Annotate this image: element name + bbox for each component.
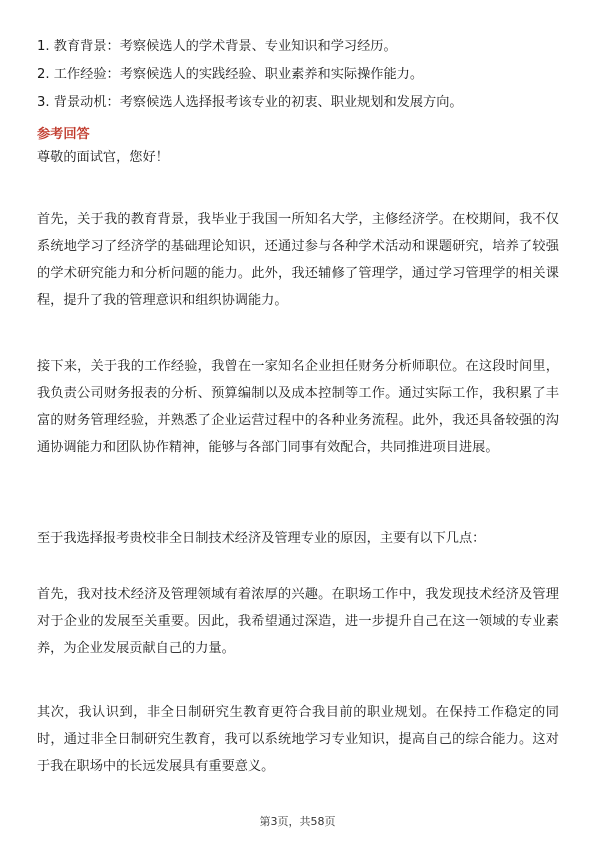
criteria-item-motivation: 3. 背景动机：考察候选人选择报考该专业的初衷、职业规划和发展方向。 xyxy=(37,95,463,110)
paragraph-reason-career-plan: 其次，我认识到，非全日制研究生教育更符合我目前的职业规划。在保持工作稳定的同时，通过非全日制研究生教育，我可以系统地学习专业知识，提高自己的综合能力。这对于我在职场中的长远发展具有重要意义。 xyxy=(37,705,559,774)
page-number-footer: 第3页，共58页 xyxy=(259,815,336,828)
paragraph-reasons-intro: 至于我选择报考贵校非全日制技术经济及管理专业的原因，主要有以下几点： xyxy=(37,531,486,546)
criteria-item-work-experience: 2. 工作经验：考察候选人的实践经验、职业素养和实际操作能力。 xyxy=(37,67,424,82)
criteria-item-education: 1. 教育背景：考察候选人的学术背景、专业知识和学习经历。 xyxy=(37,39,397,54)
paragraph-work-experience: 接下来，关于我的工作经验，我曾在一家知名企业担任财务分析师职位。在这段时间里，我负责公司财务报表的分析、预算编制以及成本控制等工作。通过实际工作，我积累了丰富的财务管理经验，并熟悉了企业运营过程中的各种业务流程。此外，我还具备较强的沟通协调能力和团队协作精神，能够与各部门同事有效配合，共同推进项目进展。 xyxy=(37,359,559,455)
reference-answer-heading: 参考回答 xyxy=(37,127,90,142)
evaluation-criteria-list xyxy=(37,33,463,117)
paragraph-education: 首先，关于我的教育背景，我毕业于我国一所知名大学，主修经济学。在校期间，我不仅系统地学习了经济学的基础理论知识，还通过参与各种学术活动和课题研究，培养了较强的学术研究能力和分析问题的能力。此外，我还辅修了管理学，通过学习管理学的相关课程，提升了我的管理意识和组织协调能力。 xyxy=(37,212,559,308)
paragraph-reason-interest: 首先，我对技术经济及管理领域有着浓厚的兴趣。在职场工作中，我发现技术经济及管理对于企业的发展至关重要。因此，我希望通过深造，进一步提升自己在这一领域的专业素养，为企业发展贡献自己的力量。 xyxy=(37,587,559,656)
greeting-line: 尊敬的面试官，您好！ xyxy=(37,150,169,165)
